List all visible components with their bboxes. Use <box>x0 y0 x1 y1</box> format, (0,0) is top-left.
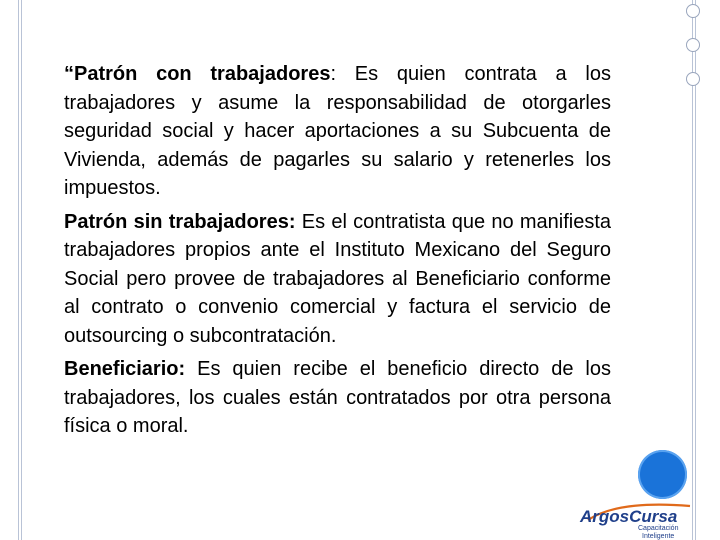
definition-patron-con-trabajadores <box>64 60 611 203</box>
rail-circle-icon <box>686 38 700 52</box>
definition-beneficiario <box>64 355 611 441</box>
definition-patron-sin-trabajadores <box>64 208 611 351</box>
definition-term: “Patrón con trabajadores <box>64 63 331 85</box>
definition-term: Patrón sin trabajadores: <box>64 210 296 233</box>
logo-tagline-1: Capacitación <box>638 525 679 532</box>
definition-text: Es el contratista que no manifiesta trabajadores propios ante el Instituto Mexicano del Seguro Social pero provee de trabajadores al Beneficiario conforme al contrato o convenio comercial y factura el servicio de outsourcing o subcontratación. <box>64 210 612 347</box>
definition-text: Es quien contrata a los trabajadores y asume la responsabilidad de otorgarles seguridad social y hacer aportaciones a su Subcuenta de Vivienda, además de pagarles su salario y retenerles los impuestos. <box>64 63 612 199</box>
rail-circle-icon <box>686 4 700 18</box>
definition-term: Beneficiario: <box>64 358 186 380</box>
blue-circle-icon <box>638 450 687 499</box>
definition-text: Es quien recibe el beneficio directo de los trabajadores, los cuales están contratados por otra persona física o moral. <box>64 358 611 437</box>
argoscursa-logo <box>578 498 696 540</box>
logo-name: ArgosCursa <box>580 507 678 526</box>
definitions-text <box>64 60 611 446</box>
left-border-rail <box>18 0 22 540</box>
rail-circle-icon <box>686 72 700 86</box>
logo-tagline-2: Inteligente <box>642 533 675 540</box>
definition-separator: : <box>330 63 337 85</box>
